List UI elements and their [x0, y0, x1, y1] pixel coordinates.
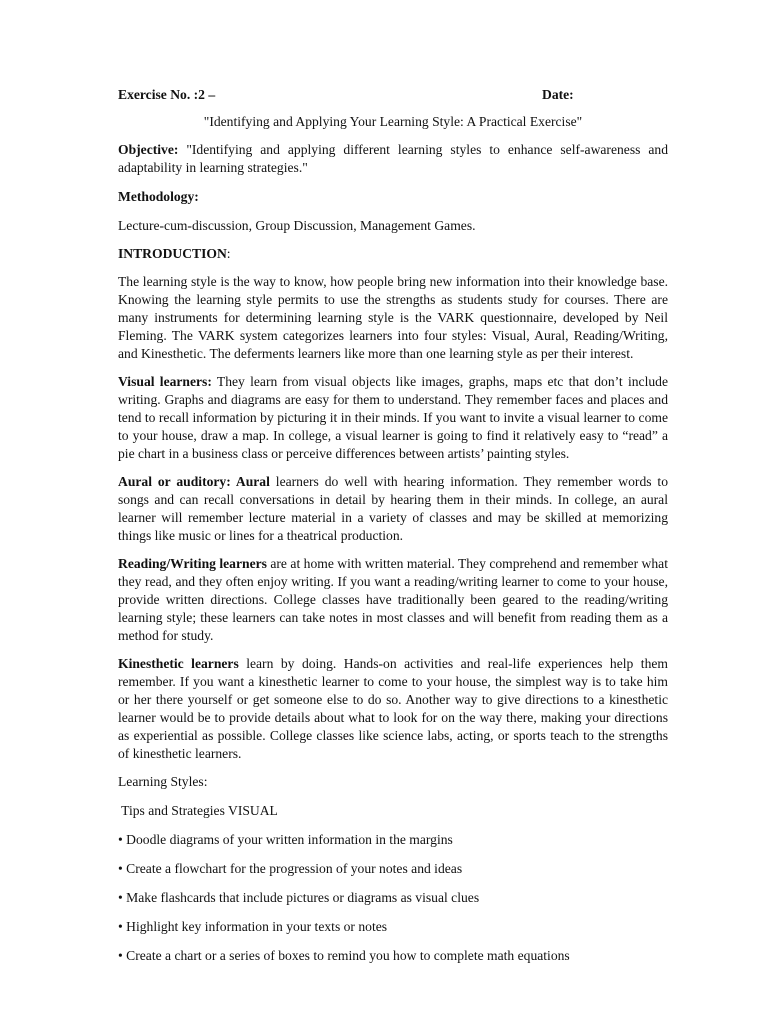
exercise-number: Exercise No. :2 – [118, 87, 216, 102]
objective-text: "Identifying and applying different learning styles to enhance self-awareness and adaptability in learning strategies." [118, 142, 668, 175]
kinesthetic-learners-paragraph [118, 655, 668, 763]
objective-paragraph [118, 141, 668, 177]
bullet-item: • Make flashcards that include pictures or diagrams as visual clues [118, 890, 480, 905]
bullet-item: • Create a chart or a series of boxes to remind you how to complete math equations [118, 948, 570, 963]
visual-learners-label: Visual learners: [118, 374, 212, 389]
bullet-item: • Create a flowchart for the progression of your notes and ideas [118, 861, 463, 876]
introduction-heading-line [118, 245, 668, 263]
introduction-heading: INTRODUCTION [118, 246, 227, 261]
aural-learners-paragraph [118, 473, 668, 545]
kinesthetic-learners-label: Kinesthetic learners [118, 656, 239, 671]
aural-learners-text: learners do well with hearing information. They remember words to songs and can recall conversations in detail by hearing them in their minds. In college, an aural learner will remember lecture material in a variety of classes and may be skilled at memorizing things like music or lines for a theatrical production. [118, 474, 669, 543]
reading-writing-learners-text: are at home with written material. They comprehend and remember what they read, and they often enjoy writing. If you want a reading/writing learner to come to your house, provide written directions. College classes have traditionally been geared to the reading/writing learning style; these learners can take notes in most classes and will benefit from reading them as a method for study. [118, 556, 668, 643]
introduction-paragraph: The learning style is the way to know, how people bring new information into their knowledge base. Knowing the learning style permits to use the strengths as students study for courses. There are many instruments for determining learning style is the VARK questionnaire, developed by Neil Fleming. The VARK system categorizes learners into four styles: Visual, Aural, Reading/Writing, and Kinesthetic. The deferments learners like more than one learning style as per their interest. [118, 274, 668, 361]
objective-label: Objective: [118, 142, 179, 157]
exercise-title: "Identifying and Applying Your Learning Style: A Practical Exercise" [203, 114, 583, 129]
exercise-header [118, 86, 668, 104]
learning-styles-label: Learning Styles: [118, 774, 208, 789]
document-page [118, 86, 668, 965]
tips-heading: Tips and Strategies VISUAL [118, 803, 278, 818]
methodology-heading: Methodology: [118, 189, 199, 204]
visual-learners-paragraph [118, 373, 668, 463]
visual-learners-text: They learn from visual objects like images, graphs, maps etc that don’t include writing. Graphs and diagrams are easy for them to understand. They remember faces and places and tend to recall information by picturing it in their minds. If you want to invite a visual learner to come to your house, draw a map. In college, a visual learner is going to find it relatively easy to “read” a pie chart in a business class or perceive differences between artists’ painting styles. [118, 374, 668, 461]
reading-writing-learners-label: Reading/Writing learners [118, 556, 267, 571]
bullet-item: • Doodle diagrams of your written information in the margins [118, 832, 453, 847]
kinesthetic-learners-text: learn by doing. Hands-on activities and real-life experiences help them remember. If you want a kinesthetic learner to come to your house, the simplest way is to take him or her there yourself or get someone else to do so. Another way to give directions to a kinesthetic learner would be to provide details about what to look for on the way there, making your directions as experiential as possible. College classes like science labs, acting, or sports teach to the strengths of kinesthetic learners. [118, 656, 668, 761]
methodology-text: Lecture-cum-discussion, Group Discussion, Management Games. [118, 218, 476, 233]
introduction-colon: : [226, 246, 231, 261]
bullet-item: • Highlight key information in your texts or notes [118, 919, 388, 934]
date-label: Date: [542, 87, 574, 102]
reading-writing-learners-paragraph [118, 555, 668, 645]
aural-learners-label: Aural or auditory: Aural [118, 474, 270, 489]
